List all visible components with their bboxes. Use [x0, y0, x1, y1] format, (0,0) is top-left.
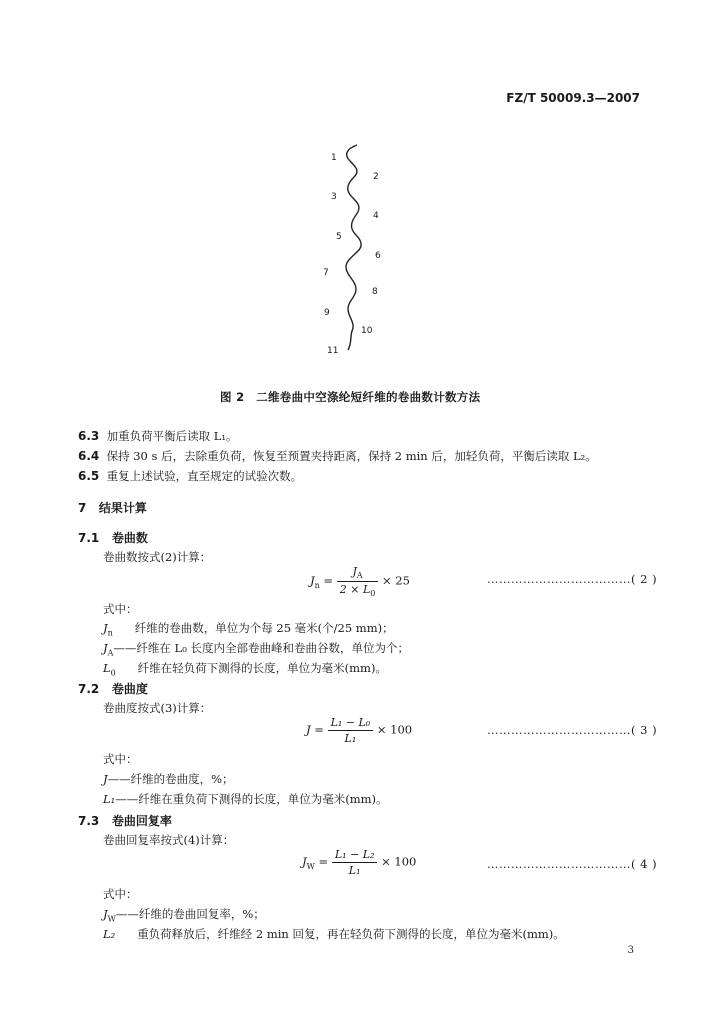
formula-3-leader: ………………………………( 3 ): [487, 723, 658, 737]
def-jn: $J_n$ 纤维的卷曲数，单位为个每 25 毫米(个/25 mm)；: [103, 621, 394, 638]
formula-2-intro: 卷曲数按式(2)计算：: [103, 550, 212, 564]
formula-4-leader: ………………………………( 4 ): [487, 857, 658, 871]
section-7-2-heading: 7.2 卷曲度: [78, 682, 148, 696]
step-6-5: 6.5 重复上述试验，直至规定的试验次数。: [78, 469, 303, 483]
formula-4-intro: 卷曲回复率按式(4)计算：: [103, 833, 235, 847]
formula-3-intro: 卷曲度按式(3)计算：: [103, 701, 212, 715]
fig-label-3: 3: [331, 192, 337, 202]
section-7-1-heading: 7.1 卷曲数: [78, 531, 148, 545]
fig-label-1: 1: [331, 153, 337, 163]
def-j: J——纤维的卷曲度，%；: [103, 772, 234, 786]
fig-label-4: 4: [373, 211, 379, 221]
def-jw: $J_W——$纤维的卷曲回复率，%；: [103, 907, 265, 924]
step-6-4: 6.4 保持 30 s 后，去除重负荷，恢复至预置夹持距离，保持 2 min 后，加轻负荷，平衡后读取 L₂。: [78, 449, 597, 463]
fig-label-6: 6: [375, 251, 381, 261]
formula-3-where: 式中：: [103, 752, 138, 766]
fig-label-5: 5: [336, 232, 342, 242]
def-l1: L₁——纤维在重负荷下测得的长度，单位为毫米(mm)。: [103, 792, 388, 806]
formula-2-leader: ………………………………( 2 ): [487, 572, 658, 586]
standard-code: FZ/T 50009.3—2007: [506, 91, 640, 105]
formula-4-where: 式中：: [103, 887, 138, 901]
fig-label-8: 8: [372, 287, 378, 297]
fig-label-10: 10: [361, 326, 373, 336]
fiber-crimp-figure: [300, 135, 420, 360]
section-7-heading: 7 结果计算: [78, 501, 147, 515]
formula-2: $J_n$ = $\frac{J_A}{2 \times L_0}$ × 25: [310, 565, 410, 599]
page-number: 3: [627, 945, 634, 956]
fig-label-11: 11: [327, 346, 339, 356]
fig-label-2: 2: [373, 172, 379, 182]
step-6-3: 6.3 加重负荷平衡后读取 L₁。: [78, 429, 238, 443]
formula-3: J = $\frac{\text{L₁ − L₀}}{\text{L₁}}$ × 100: [306, 716, 413, 745]
formula-2-where: 式中：: [103, 602, 138, 616]
section-7-3-heading: 7.3 卷曲回复率: [78, 814, 172, 828]
def-ja: $J_A——$纤维在 L₀ 长度内全部卷曲峰和卷曲谷数，单位为个；: [103, 641, 409, 658]
def-l0: $L_0$ 纤维在轻负荷下测得的长度，单位为毫米(mm)。: [103, 661, 387, 678]
formula-4: $J_W$ = $\frac{\text{L₁ − L₂}}{\text{L₁}}$ × 100: [302, 848, 417, 877]
figure-caption: 图 2 二维卷曲中空涤纶短纤维的卷曲数计数方法: [220, 390, 481, 404]
fiber-curve: [346, 145, 361, 350]
def-l2: L₂ 重负荷释放后，纤维经 2 min 回复，再在轻负荷下测得的长度，单位为毫米(mm)。: [103, 927, 565, 941]
fig-label-7: 7: [323, 268, 329, 278]
fig-label-9: 9: [324, 308, 330, 318]
